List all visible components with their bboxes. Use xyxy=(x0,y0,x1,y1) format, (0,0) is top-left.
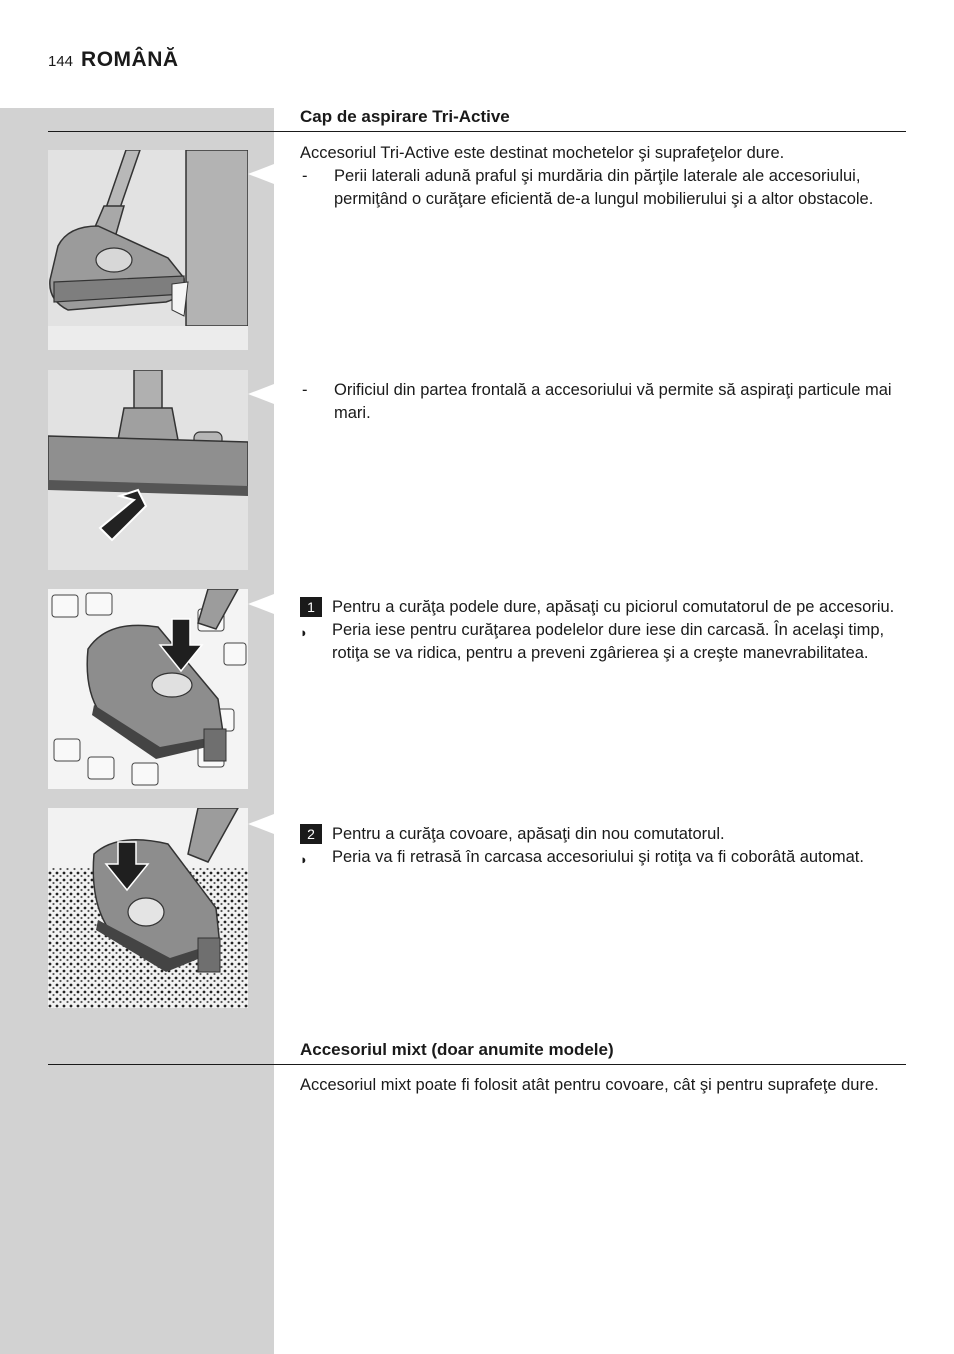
nozzle-carpet-illustration xyxy=(48,808,248,1008)
nozzle-front-opening-illustration xyxy=(48,370,248,570)
nozzle-hard-floor-illustration xyxy=(48,589,248,789)
figure-carpet-mode xyxy=(48,808,248,1008)
bullet-text: Perii laterali adună praful şi murdăria din părţile laterale ale accesoriului, permiţând o curăţare eficientă de-a lungul mobilierului şi a altor obstacole. xyxy=(334,167,874,208)
front-opening-block xyxy=(300,379,906,425)
step-2-block xyxy=(300,823,906,871)
result-text: Peria va fi retrasă în carcasa accesoriului şi rotiţa va fi coborâtă automat. xyxy=(332,848,864,866)
bullet-side-brushes xyxy=(300,165,906,211)
mixed-accessory-intro-block xyxy=(300,1074,906,1097)
step-text: Pentru a curăţa podele dure, apăsaţi cu piciorul comutatorul de pe accesoriu. xyxy=(332,598,895,616)
section-rule xyxy=(48,131,906,132)
step-1-block xyxy=(300,596,906,665)
section-heading-mixed-accessory: Accesoriul mixt (doar anumite modele) xyxy=(300,1040,614,1059)
result-marker-icon: ◗ xyxy=(300,625,308,640)
figure-pointer xyxy=(248,164,274,184)
tri-active-intro-block xyxy=(300,142,906,211)
figure-pointer xyxy=(248,594,274,614)
tri-active-intro: Accesoriul Tri-Active este destinat mochetelor şi suprafeţelor dure. xyxy=(300,144,785,162)
step-1-result xyxy=(300,619,906,665)
step-2 xyxy=(300,823,906,846)
section-heading-tri-active: Cap de aspirare Tri-Active xyxy=(300,107,510,126)
step-number-badge: 2 xyxy=(300,824,322,844)
bullet-text: Orificiul din partea frontală a accesoriului vă permite să aspiraţi particule mai mari. xyxy=(334,381,892,422)
result-text: Peria iese pentru curăţarea podelelor dure iese din carcasă. În acelaşi timp, rotiţa se va ridica, pentru a preveni zgârierea şi a creşte manevrabilitatea. xyxy=(332,621,885,662)
figure-front-opening xyxy=(48,370,248,570)
page-header xyxy=(48,48,179,74)
page-number: 144 xyxy=(48,53,74,70)
mixed-accessory-intro: Accesoriul mixt poate fi folosit atât pentru covoare, cât şi pentru suprafeţe dure. xyxy=(300,1076,879,1094)
nozzle-side-brush-illustration xyxy=(48,150,248,350)
figure-pointer xyxy=(248,384,274,404)
result-marker-icon: ◗ xyxy=(300,852,308,867)
figure-side-brushes xyxy=(48,150,248,350)
dash-marker: - xyxy=(302,167,308,185)
step-1 xyxy=(300,596,906,619)
page-language-title: ROMÂNĂ xyxy=(81,48,179,71)
dash-marker: - xyxy=(302,381,308,399)
bullet-front-opening xyxy=(300,379,906,425)
step-2-result xyxy=(300,846,906,871)
figure-hard-floor-mode xyxy=(48,589,248,789)
figure-pointer xyxy=(248,814,274,834)
step-text: Pentru a curăţa covoare, apăsaţi din nou comutatorul. xyxy=(332,825,725,843)
step-number-badge: 1 xyxy=(300,597,322,617)
section-rule xyxy=(48,1064,906,1065)
